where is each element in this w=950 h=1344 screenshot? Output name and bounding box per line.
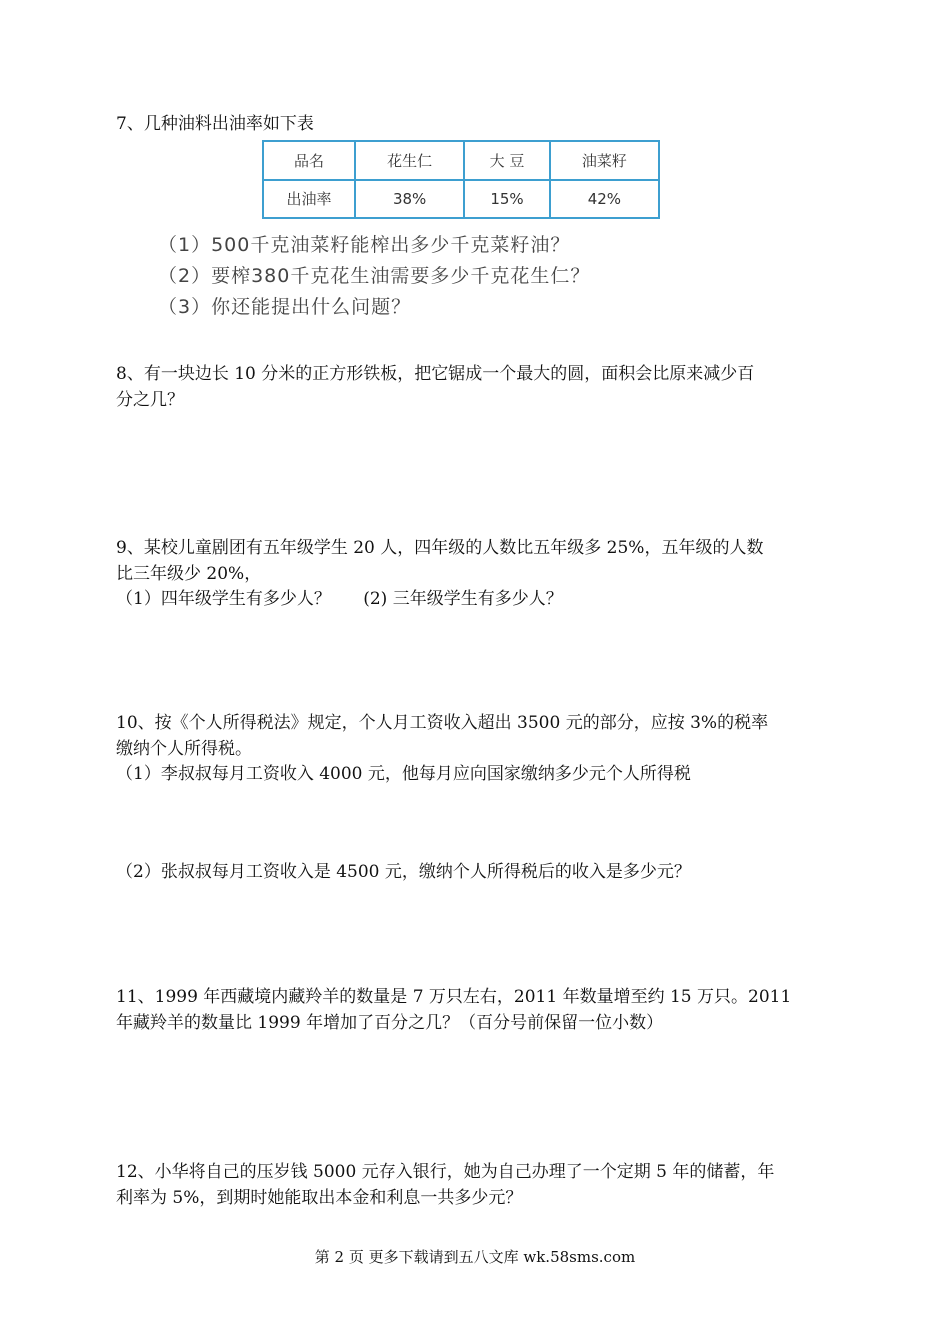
question-10-line-2: 缴纳个人所得税。	[116, 739, 252, 759]
question-9-line-1: 9、某校儿童剧团有五年级学生 20 人，四年级的人数比五年级多 25%，五年级的人数	[116, 538, 764, 558]
question-8-line-2: 分之几？	[116, 390, 184, 410]
table-row	[263, 180, 659, 219]
question-10-sub-2: （2）张叔叔每月工资收入是 4500 元，缴纳个人所得税后的收入是多少元？	[116, 862, 691, 882]
table-cell-name: 大 豆	[464, 141, 549, 180]
question-8-line-1: 8、有一块边长 10 分米的正方形铁板，把它锯成一个最大的圆，面积会比原来减少百	[116, 364, 755, 384]
question-7-sub-2: （2）要榨380千克花生油需要多少千克花生仁？	[158, 265, 591, 287]
table-cell-rate: 38%	[355, 180, 464, 219]
oil-yield-table	[262, 140, 660, 219]
question-12-line-1: 12、小华将自己的压岁钱 5000 元存入银行，她为自己办理了一个定期 5 年的储蓄，年	[116, 1162, 775, 1182]
page-footer: 第 2 页 更多下载请到五八文库 wk.58sms.com	[314, 1248, 636, 1266]
question-9-line-3: （1）四年级学生有多少人？ (2) 三年级学生有多少人？	[116, 589, 563, 609]
question-7-title: 7、几种油料出油率如下表	[116, 114, 314, 134]
table-cell-name: 油菜籽	[550, 141, 659, 180]
table-row	[263, 141, 659, 180]
question-10-line-1: 10、按《个人所得税法》规定，个人月工资收入超出 3500 元的部分，应按 3%的税率	[116, 713, 769, 733]
question-11-line-2: 年藏羚羊的数量比 1999 年增加了百分之几？（百分号前保留一位小数）	[116, 1013, 664, 1033]
table-row-label: 出油率	[263, 180, 355, 219]
question-12-line-2: 利率为 5%，到期时她能取出本金和利息一共多少元？	[116, 1188, 523, 1208]
question-7-sub-1: （1）500千克油菜籽能榨出多少千克菜籽油？	[158, 234, 571, 256]
table-cell-name: 花生仁	[355, 141, 464, 180]
table-cell-rate: 15%	[464, 180, 549, 219]
question-7-sub-3: （3）你还能提出什么问题？	[158, 296, 412, 318]
question-10-sub-1: （1）李叔叔每月工资收入 4000 元，他每月应向国家缴纳多少元个人所得税	[116, 764, 691, 784]
question-9-line-2: 比三年级少 20%，	[116, 564, 262, 584]
table-header-label: 品名	[263, 141, 355, 180]
question-11-line-1: 11、1999 年西藏境内藏羚羊的数量是 7 万只左右，2011 年数量增至约 15 万只。2011	[116, 987, 792, 1007]
table-cell-rate: 42%	[550, 180, 659, 219]
